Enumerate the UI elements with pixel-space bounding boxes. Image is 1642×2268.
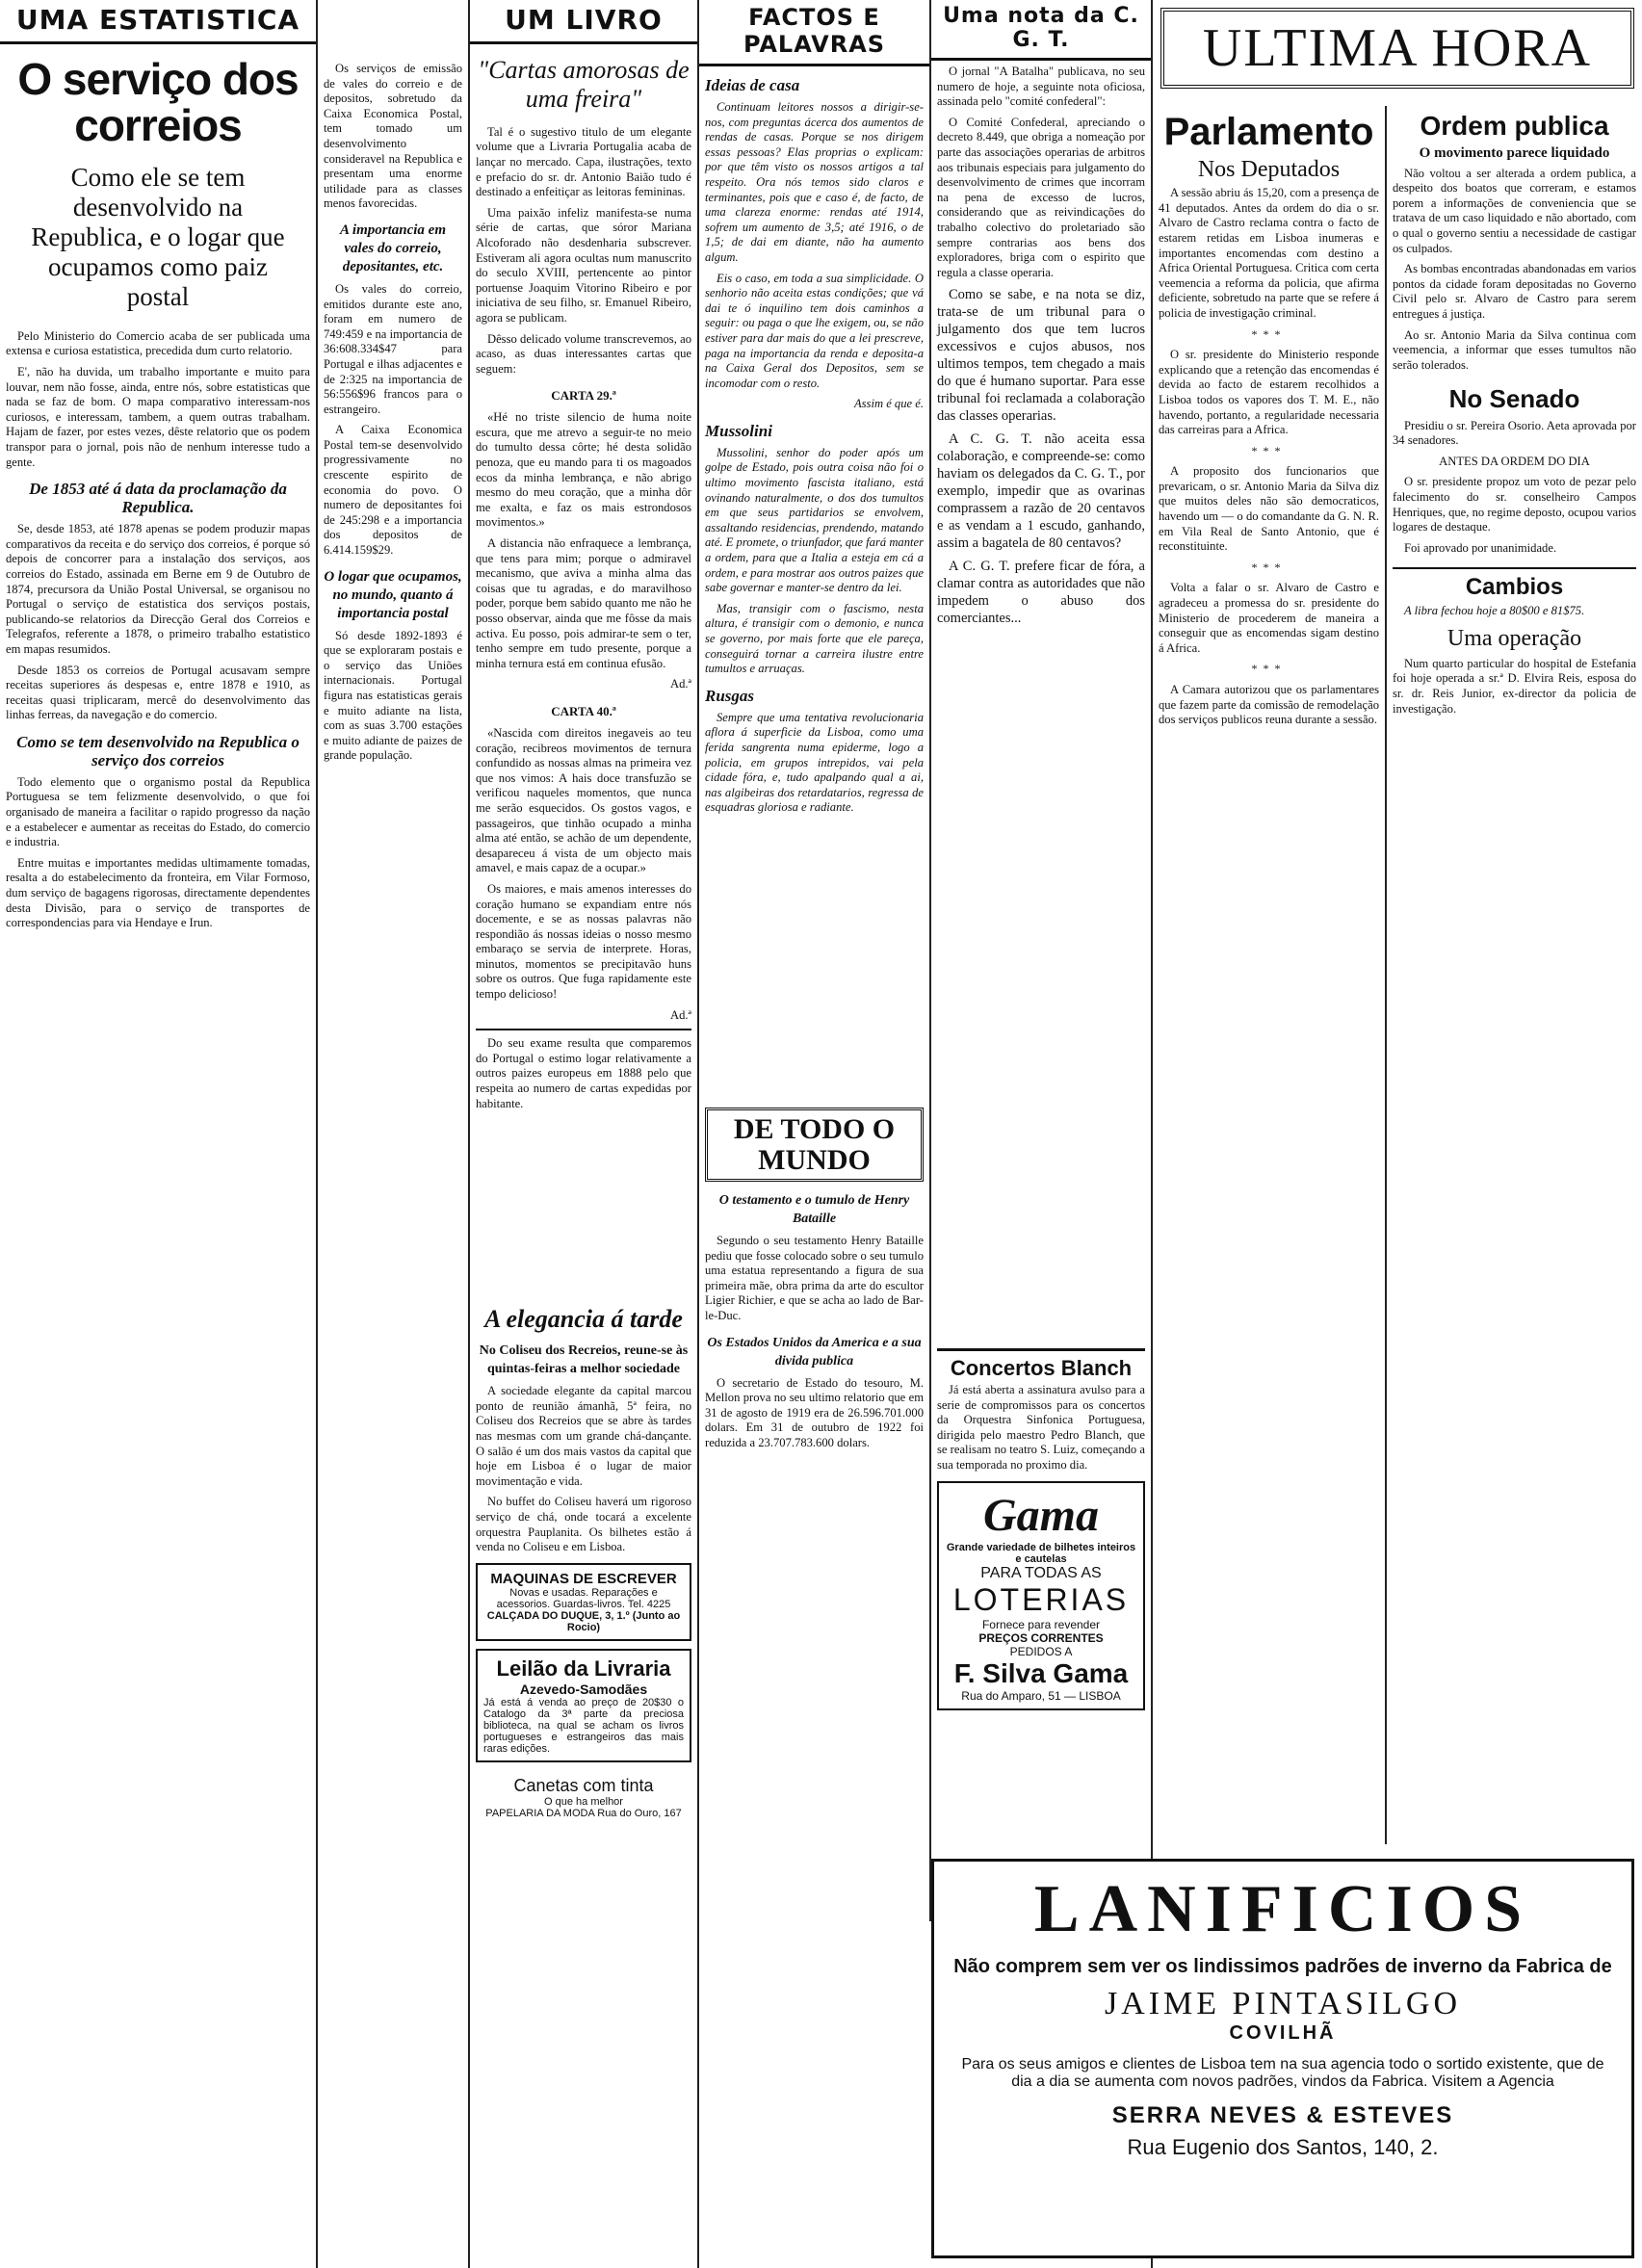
- paragraph: Presidiu o sr. Pereira Osorio. Aeta aprovada por 34 senadores.: [1393, 418, 1636, 448]
- subheading: Mussolini: [705, 421, 772, 440]
- ad-text: PEDIDOS A: [1009, 1644, 1073, 1658]
- ad-address: CALÇADA DO DUQUE, 3, 1.º (Junto ao Rocio): [486, 1609, 681, 1633]
- lottery-ad: [937, 1481, 1145, 1710]
- ad-city: COVILHÃ: [1229, 2022, 1337, 2044]
- paragraph: E', não ha duvida, um trabalho importante e muito para louvar, nem não fosse, ainda, entre nós, sobre estatisticas que nada se faz de bom. O mapa comparativo interessam-nos curiosos, e interessam, tambem, a quem outras trabalham. Hajam de fazer, por estes vezes, dêste relatorio que os podem transpor para o jornal, pois não de nenhum interesse tudo a gente.: [6, 365, 310, 469]
- paragraph: Assim é que é.: [853, 397, 924, 411]
- world-news-column: [699, 1108, 929, 2268]
- auction-ad: [476, 1649, 691, 1762]
- ad-title: LOTERIAS: [952, 1581, 1130, 1617]
- statistics-continued-column: [318, 58, 468, 2268]
- ad-maker: JAIME PINTASILGO: [1104, 1986, 1462, 2021]
- paragraph: Só desde 1892-1893 é que se exploraram postais e o serviço das Uniões internacionais. Portugal figura nas estatisticas gerais e muito adiante na lista, com as suas 3.700 estações e muito adiante de paizes de grande população.: [324, 628, 462, 763]
- paragraph: Dêsso delicado volume transcrevemos, ao acaso, as duas interessantes cartas que seguem:: [476, 331, 691, 376]
- paragraph: A C. G. T. prefere ficar de fóra, a clamar contra as autoridades que não impedem o abuso dos comerciantes...: [937, 559, 1145, 627]
- paragraph: Continuam leitores nossos a dirigir-se-nos, com preguntas ácerca dos aumentos de rendas de casas. Porque se nos dirigem essas pessoas? Elas proprias o explicam: por que têm visto os nossos artigos a tal respeito. Ora nós temos sido claros e terminantes, pois que e caso é, de facto, de uma clareza enorme: rendas até 1914, sofrem um aumento de 3,5; até 1916, o de 1,5; de dai em diante, não ha aumento algum.: [705, 100, 924, 264]
- paragraph: Se, desde 1853, até 1878 apenas se podem produzir mapas comparativos da receita e do serviço dos correios, é porque só depois de concorrer para a instalação dos serviços, aos correios do Estado, assinada em Berne em 9 de Outubro de 1874, precursora da União Postal Universal, se organisou no Portugal o serviço de estatistica dos serviços postais, publicando-se relatorios da Direcção Geral dos Correios e Telegrafos, referente a 1878, o primeiro trabalho estatistico em mapas resumidos.: [6, 522, 310, 656]
- ad-agent: SERRA NEVES & ESTEVES: [1111, 2102, 1454, 2128]
- parliament-title: Parlamento: [1163, 111, 1374, 153]
- paragraph: Tal é o sugestivo titulo de um elegante volume que a Livraria Portugalia acaba de lançar no mercado. Capa, ilustrações, texto e prefacio do sr. dr. Antonio Baião tudo é destinado a enfeitiçar as leitoras femininas.: [476, 124, 691, 199]
- ad-title: MAQUINAS DE ESCREVER: [490, 1570, 677, 1587]
- article-body: [324, 62, 462, 212]
- article-body: [476, 726, 691, 1023]
- paragraph: A sociedade elegante da capital marcou ponto de reunião ámanhã, 5ª feira, no Coliseu dos Recreios que se abre às tardes nas mesmas com um grande chá-dançante. O salão é um dos mais vastos da capital que hoje em Lisboa é o lugar de maior movimentação e vida.: [476, 1384, 691, 1488]
- article-body: [6, 329, 310, 470]
- ad-subtitle: Grande variedade de bilhetes inteiros e cautelas: [946, 1541, 1136, 1565]
- article-body: [476, 410, 691, 692]
- ad-title: Canetas com tinta: [513, 1775, 654, 1795]
- paragraph: A proposito dos funcionarios que prevaricam, o sr. Antonio Maria da Silva diz que muitos deles não são democraticos, havendo um — o do comandante da G. N. R. em Vila Real de Santo Antonio, que é reconstituinte.: [1159, 464, 1379, 554]
- headline: O serviço dos correios: [17, 54, 299, 151]
- subheading: Rusgas: [705, 686, 755, 705]
- paragraph: Os maiores, e mais amenos interesses do coração humano se expandiam entre nós docemente, e se as nossas palavras não respondião ás nossas ideias o nosso mesmo embaraço se servia de interprete. Horas, minutos, momentos se precipitavão huns sobre os outros. Que fuga rapidamente este tempo delicioso!: [476, 881, 691, 1002]
- paragraph: Do seu exame resulta que comparemos do Portugal o estimo logar relativamente a outros paizes europeus em 1888 pelo que respeita ao numero de cartas expedidas por habitante.: [476, 1036, 691, 1110]
- subheading: Como se tem desenvolvido na Republica o serviço dos correios: [16, 732, 300, 769]
- article-body: [1393, 604, 1636, 619]
- signature: Ad.ª: [669, 677, 691, 691]
- section-header: Uma nota da C. G. T.: [931, 0, 1151, 61]
- article-body: [1393, 167, 1636, 374]
- subheading: O testamento e o tumulo de Henry Bataille: [718, 1193, 910, 1226]
- ad-text: Para os seus amigos e clientes de Lisboa tem na sua agencia todo o sortido existente, que de dia a dia se aumenta com novos padrões, vindos da Fabrica. Visitem a Agencia: [961, 2056, 1604, 2090]
- gama-logo: Gama: [983, 1489, 1099, 1541]
- paragraph: A Caixa Economica Postal tem-se desenvolvido progressivamente no crescente espirito de economia do povo. O numero de depositantes foi de 245:298 e a importancia dos depositos de 6.414.159$29.: [324, 423, 462, 558]
- paragraph: Como se sabe, e na nota se diz, trata-se de um tribunal para o julgamento dos que tem lucros excessivos e cujos abusos, nos ultimos tempos, tem chegado a mais do que é humano suportar. Para esse tribunal foi reclamada a colaboração das classes operarias.: [937, 287, 1145, 425]
- world-news-title: DE TODO O MUNDO: [705, 1108, 924, 1182]
- paragraph: Foi aprovado por unanimidade.: [1404, 540, 1557, 555]
- ultima-hora-logo: ULTIMA HORA: [1160, 8, 1634, 89]
- article-body: [705, 100, 924, 412]
- paragraph: O Comité Confederal, apreciando o decreto 8.449, que obriga a nomeação por parte das associações operarias de arbitros aos tribunais especiais para julgamento do desenvolvimento de crimes que incorram na pena de excesso de lucros, considerando que as reivindicações do trabalho colectivo do proletariado são sempre contrarias aos bens dos exploradores, briga com o espirito que regula a classe operaria.: [937, 115, 1145, 279]
- subheadline: Como ele se tem desenvolvido na Republica, e o logar que ocupamos como paiz postal: [31, 162, 285, 311]
- paragraph: A Camara autorizou que os parlamentares que fazem parte da comissão de remodelação dos serviços publicos reuna durante a sessão.: [1159, 683, 1379, 727]
- ad-text: Já está á venda ao preço de 20$30 o Catalogo da 3ª parte da preciosa biblioteca, na qual se acham os livros portugueses e estrangeiros das mais raras edições.: [483, 1696, 684, 1755]
- paragraph: Os serviços de emissão de vales do correio e de depositos, sobretudo da Caixa Economica Postal, tem tomado um desenvolvimento consideravel na Republica e presentam uma enorme utilidade para as classes menos favorecidas.: [324, 62, 462, 211]
- article-body: [705, 1376, 924, 1451]
- ad-name: F. Silva Gama: [953, 1657, 1129, 1688]
- paragraph: Ao sr. Antonio Maria da Silva continua com veemencia, a informar que esses tumultos não serão tolerados.: [1393, 327, 1636, 372]
- public-order-subtitle: O movimento parece liquidado: [1419, 145, 1610, 162]
- paragraph: Já está aberta a assinatura avulso para a serie de compromissos para os concertos da Orquestra Sinfonica Portuguesa, dirigida pelo maestro Pedro Blanch, que se realisam no teatro S. Luiz, começando a sua temporada no proximo dia.: [937, 1383, 1145, 1473]
- paragraph: As bombas encontradas abandonadas em varios pontos da cidade foram depositadas no Governo Civil pelo sr. Alvaro de Castro para serem entregues á justiça.: [1393, 262, 1636, 321]
- paragraph: Mussolini, senhor do poder após um golpe de Estado, pois outra coisa não foi o ultimo movimento fascista italiano, está ovinando naturalmente, o dos dos tumultos em que seus partidarios se envolvem, assaltando residencias, prendendo, matando até. E promete, o triunfador, que fará manter a ordem, para que a Italia a esteja em cá a ordem, e para mostrar aos outros paizes que sabe governar e manter-se dentro da lei.: [705, 445, 924, 595]
- elegance-title: A elegancia á tarde: [484, 1305, 683, 1333]
- subheading: De 1853 até á data da proclamação da Republica.: [29, 480, 287, 517]
- paragraph: O secretario de Estado do tesouro, M. Mellon prova no seu ultimo relatorio que em 31 de agosto de 1919 era de 26.596.701.000 dolars. Em 31 de outubro de 1922 foi reduzida a 23.707.783.600 dolars.: [705, 1375, 924, 1449]
- ad-address: Rua do Amparo, 51 — LISBOA: [961, 1688, 1121, 1703]
- section-header: UMA ESTATISTICA: [0, 0, 316, 44]
- subheading: O logar que ocupamos, no mundo, quanto á importancia postal: [324, 568, 462, 621]
- ad-text: Fornece para revender: [981, 1617, 1101, 1631]
- subheading: No Coliseu dos Recreios, reune-se às quintas-feiras a melhor sociedade: [479, 1343, 689, 1377]
- paragraph: Desde 1853 os correios de Portugal acusavam sempre receitas superiores ás despesas e, entre 1878 e 1910, as receitas quasi triplicaram, mercê do desenvolvimento das linhas ferreas, da navegação e do comercio.: [6, 663, 310, 722]
- article-body: [705, 446, 924, 677]
- paragraph: Eis o caso, em toda a sua simplicidade. O senhorio não aceita estas condições; que vá dai te ó inquilino tem dois caminhos a seguir: ou paga o que lhe exigem, ou, se não estiver para dar mais do que a lei prescreve, paga na importancia da renda e deposita-a na Caixa Geral dos Depositos, sem se incomodar com o resto.: [705, 271, 924, 390]
- letter-heading: CARTA 29.ª: [551, 388, 616, 404]
- signature: Ad.ª: [669, 1007, 691, 1022]
- subheading: Os Estados Unidos da America e a sua divida publica: [707, 1335, 922, 1369]
- ad-text: Não comprem sem ver os lindissimos padrões de inverno da Fabrica de: [953, 1956, 1612, 1977]
- paragraph: A distancia não enfraquece a lembrança, que tens para mim; porque o admiravel mecanismo, que aviva a minha alma das coisas que tu agradas, e do maravilhoso poder, porque bem sabido quanto me não he posso observar, ainda que me fôsse da mais activa. Eu posso, pois admirar-te sem o ter, tenho sempre em tudo presente, porque a minha ternura está em continua efusão.: [476, 536, 691, 670]
- paragraph: Num quarto particular do hospital de Estefania foi hoje operada a sr.ª D. Elvira Reis, esposa do sr. dr. Reis Junior, ex-director da policia de investigação.: [1393, 656, 1636, 716]
- article-body: [324, 282, 462, 559]
- article-body: A sessão abriu ás 15,20, com a presença de 41 deputados. Antes da ordem do dia o sr. Alvaro de Castro reclama contra o facto de estarem retidas em Lisboa inumeras e importantes encomendas com destino a Africa Oriental Portuguesa. Critica com certa veemencia a reforma da policia, que afirma deficiente, sobretudo na parte que se refere á policia de investigação criminal. *** O sr. presidente do Ministerio responde explicando que a retenção das encomendas é devida ao facto de estarem recolhidos a Lisboa todos os vapores dos T. M. E., não havendo, portanto, a regularidade necessaria das carreiras para a Africa. *** A proposito dos funcionarios que prevaricam, o sr. Antonio Maria da Silva diz que muitos deles não são democraticos, havendo um — o do comandante da G. N. R. em Vila Real de Santo Antonio, que é reconstituinte. *** Volta a falar o sr. Alvaro de Castro e agradeceu a promessa do sr. presidente do Ministerio de procederem de maneira a conseguir que as encomendas sigam destino á Africa. *** A Camara autorizou que os parlamentares que fazem parte da comissão de remodelação dos serviços publicos reuna durante a sessão.: [1159, 186, 1379, 727]
- paragraph: Uma paixão infeliz manifesta-se numa série de cartas, que sóror Mariana Alcoforado não desdenharia subscrever. Estiveram ali agora ocultas num manuscrito do seculo XVIII, pertencente ao pintor portuense Joaquim Vitorino Ribeiro e por iniciativa de seu filho, sr. Emanuel Ribeiro, agora se publicam.: [476, 205, 691, 325]
- pen-ad: [476, 1770, 691, 1825]
- paragraph: ANTES DA ORDEM DO DIA: [1439, 454, 1590, 468]
- paragraph: O jornal "A Batalha" publicava, no seu numero de hoje, a seguinte nota oficiosa, assinada pelo "comité confederal":: [937, 65, 1145, 109]
- paragraph: «Nascida com direitos inegaveis ao teu coração, recibreos movimentos de ternura confundido as nossas almas na primeira vez que nos vimos: A hais doce transfuzão se verificou naqueles momentos, que nunca me serão esquecidos. Os gostos vagos, e passageiros, que tinhão ocupado a minha alma até então, se achão de um dependente, desapareceu á vista de um objecto mais amavel, e mais capaz de a ocupar.»: [476, 725, 691, 875]
- paragraph: O sr. presidente do Ministerio responde explicando que a retenção das encomendas é devida ao facto de estarem recolhidos a Lisboa todos os vapores dos T. M. E., não havendo, portanto, a regularidade necessaria das carreiras para a Africa.: [1159, 348, 1379, 437]
- article-body: [1393, 657, 1636, 717]
- public-order-title: Ordem publica: [1420, 111, 1609, 141]
- ad-title: Leilão da Livraria: [496, 1655, 671, 1681]
- typewriter-ad: [476, 1563, 691, 1641]
- ad-address: Rua Eugenio dos Santos, 140, 2.: [1127, 2135, 1439, 2159]
- ad-text: PREÇOS CORRENTES: [978, 1630, 1104, 1645]
- paragraph: Entre muitas e importantes medidas ultimamente tomadas, resalta a do estabelecimento da fronteira, em Vilar Formoso, dum serviço de bagagens rigorosas, directamente dependentes desta Divisão, para o serviço de transportes de correspondencias para via Hendaye e Irun.: [6, 855, 310, 930]
- paragraph: Todo elemento que o organismo postal da Republica Portuguesa se tem felizmente desenvolvido, o que foi organisado de maneira a facilitar o rapido progresso da nação e a estabelecer e aumentar as receitas do Estado, do comercio e industria.: [6, 774, 310, 849]
- paragraph: Pelo Ministerio do Comercio acaba de ser publicada uma extensa e curiosa estatistica, precedida dum curto relatorio.: [6, 328, 310, 358]
- paragraph: Não voltou a ser alterada a ordem publica, a despeito dos boatos que correram, e estamos porem a informações de conveniencia que se tratava de um caso liquidado e não abortado, com o qual o governo sentiu a necessidade de castigar os culpados.: [1393, 166, 1636, 255]
- operation-title: Uma operação: [1447, 626, 1582, 652]
- article-body: [476, 1384, 691, 1555]
- ad-title: LANIFICIOS: [1033, 1872, 1532, 1946]
- paragraph: Mas, transigir com o fascismo, nesta altura, é transigir com o demonio, e nunca se governo, por mais forte que ele pareça, conseguirá tornar a carreira ilustre entre tumultos e arruaças.: [705, 601, 924, 676]
- paragraph: No buffet do Coliseu haverá um rigoroso serviço de chá, onde tocará a excelente orquestra Pauplanita. Os bilhetes estão á venda no Coliseu e em Lisboa.: [476, 1495, 691, 1554]
- senate-title: No Senado: [1448, 384, 1580, 414]
- paragraph: «Hé no triste silencio de huma noite escura, que me atrevo a seguir-te no meio do tumulto dessa côrte; hé desta solidão penoza, que eu mando para ti os magoados ecos da minha lembrança, e não abrigo mesmo do meu coração, que a minha dôr me exalta, e faz os mais estrondosos movimentos.»: [476, 410, 691, 530]
- paragraph: Volta a falar o sr. Alvaro de Castro e agradeceu a promessa do sr. presidente do Ministerio de procederem de maneira a conseguir que as encomendas sigam destino á Africa.: [1159, 581, 1379, 655]
- article-body: [1393, 419, 1636, 557]
- article-body: [937, 1383, 1145, 1473]
- subheading: A importancia em vales do correio, depositantes, etc.: [339, 222, 446, 274]
- paragraph: A sessão abriu ás 15,20, com a presença de 41 deputados. Antes da ordem do dia o sr. Alvaro de Castro reclama contra o facto de estarem retidas em Lisboa inumeras e importantes encomendas com destino a Africa Oriental Portuguesa. Critica com certa veemencia a reforma da policia, que afirma deficiente, sobretudo na parte que se refere á policia de investigação criminal.: [1159, 186, 1379, 320]
- ad-subtitle: Azevedo-Samodães: [519, 1681, 648, 1697]
- parliament-subtitle: Nos Deputados: [1197, 157, 1341, 182]
- article-body: [937, 65, 1145, 280]
- ad-text: Novas e usadas. Reparações e acessorios. Guardas-livros. Tel. 4225: [496, 1586, 671, 1610]
- paragraph: Segundo o seu testamento Henry Bataille pediu que fosse colocado sobre o seu tumulo uma estatua representando a figura de sua primeira mãe, obra prima da arte do escultor Ligier Richier, e que se acha ao lado de Bar-le-Duc.: [705, 1234, 924, 1322]
- article-body: [476, 125, 691, 378]
- concerts-title: Concertos Blanch: [937, 1348, 1145, 1379]
- article-body: [476, 1036, 691, 1111]
- exchange-title: Cambios: [1393, 567, 1636, 599]
- paragraph: A C. G. T. não aceita essa colaboração, e compreende-se: como haviam os delegados da C. G. T., por exemplo, impedir que as ovarinas comprassem a razão de 20 centavos e as vendam a 1 escudo, ganhando, assim a bagatela de 80 centavos?: [937, 431, 1145, 552]
- subheading: Ideias de casa: [705, 76, 800, 94]
- article-body: [705, 711, 924, 816]
- ad-address: PAPELARIA DA MODA Rua do Ouro, 167: [485, 1807, 682, 1819]
- ad-subtitle: O que ha melhor: [544, 1795, 623, 1808]
- paragraph: Sempre que uma tentativa revolucionaria aflora á superficie da Lisboa, como uma ferida sangrenta numa epiderme, logo a policia, em grupos intrepidos, vai pela cidade fóra, e, tudo apalpando qual a ai, nas algibeiras dos retardatarios, regressa de esquadras gloriosa e radiante.: [705, 710, 924, 815]
- statistics-column: [0, 0, 316, 2268]
- elegance-column: [470, 1300, 697, 2268]
- book-title: "Cartas amorosas de uma freira": [478, 56, 690, 113]
- ad-text: PARA TODAS AS: [980, 1564, 1102, 1581]
- article-body: [6, 775, 310, 931]
- article-body: [6, 522, 310, 723]
- letter-heading: CARTA 40.ª: [551, 703, 616, 718]
- section-header: FACTOS E PALAVRAS: [699, 0, 929, 66]
- article-body: [705, 1234, 924, 1324]
- paragraph: A libra fechou hoje a 80$00 e 81$75.: [1404, 603, 1585, 617]
- article-body: [937, 286, 1145, 627]
- paragraph: O sr. presidente propoz um voto de pezar pelo falecimento do sr. conselheiro Campos Henriques, que, no regime deposto, ocupou varios logares de destaque.: [1393, 475, 1636, 534]
- section-header: UM LIVRO: [470, 0, 697, 44]
- article-body: [324, 629, 462, 764]
- paragraph: Os vales do correio, emitidos durante este ano, foram em numero de 749:459 e na importancia de 36:608.334$47 para Portugal e ilhas adjacentes e de 2:325 na importancia de 56:556$96 francos para o estrangeiro.: [324, 281, 462, 416]
- lanificios-ad: [931, 1859, 1634, 2258]
